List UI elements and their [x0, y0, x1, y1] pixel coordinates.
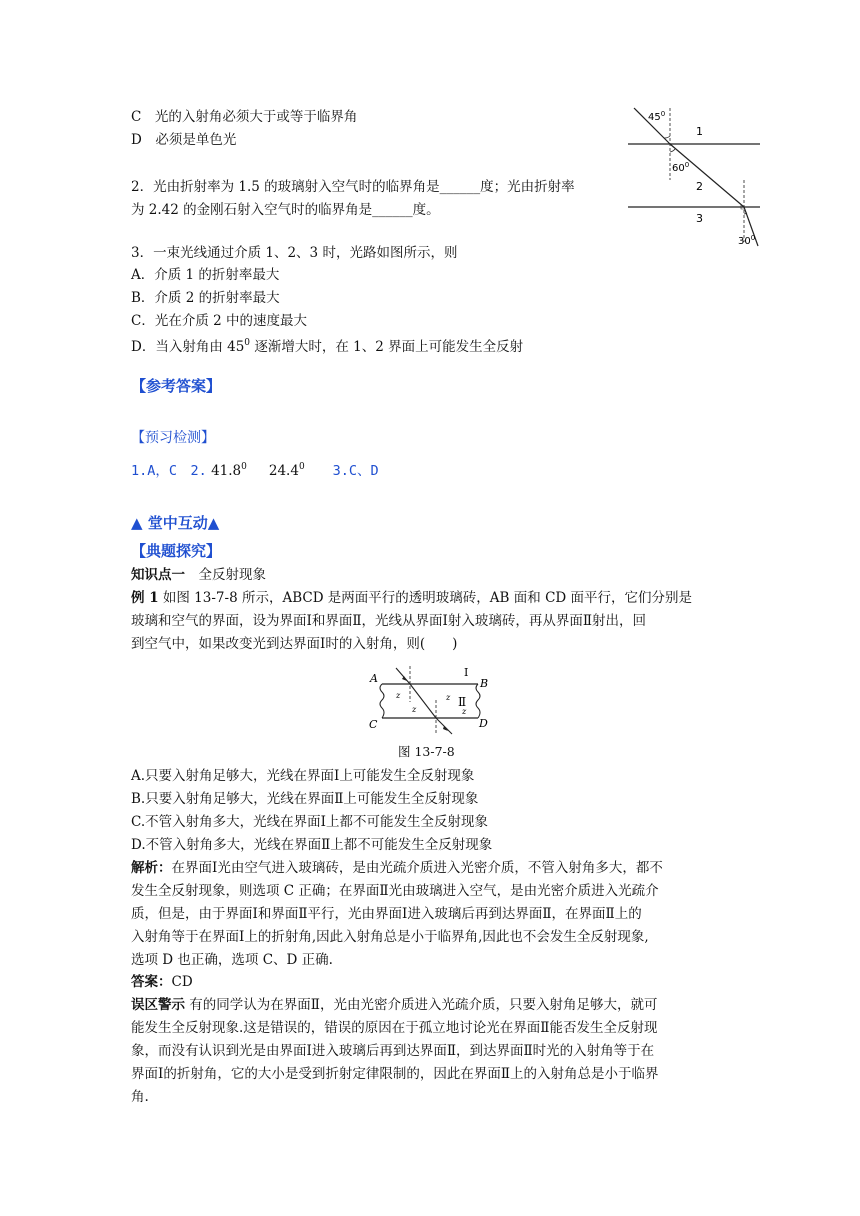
q1-option-c: C 光的入射角必须大于或等于临界角: [131, 109, 358, 125]
label-z-1: z: [396, 691, 401, 700]
example-1-line2: 玻璃和空气的界面，设为界面Ⅰ和界面Ⅱ，光线从界面Ⅰ射入玻璃砖，再从界面Ⅱ射出，回: [131, 613, 647, 629]
medium-1-label: 1: [696, 125, 703, 138]
example-1-line1: 例 1 如图 13-7-8 所示，ABCD 是两面平行的透明玻璃砖，AB 面和 CD 面平行，它们分别是: [131, 590, 693, 606]
knowledge-point-label: 知识点一: [131, 567, 185, 583]
warning-line5: 角.: [131, 1089, 149, 1105]
answers-subtitle: 【预习检测】: [131, 430, 215, 446]
warning-line3: 象，而没有认识到光是由界面Ⅰ进入玻璃后再到达界面Ⅱ，到达界面Ⅱ时光的入射角等于在: [131, 1043, 655, 1059]
example-option-b: B.只要入射角足够大，光线在界面Ⅱ上可能发生全反射现象: [131, 791, 479, 807]
label-b: B: [480, 677, 489, 690]
answer-2b: 24.4$^0$: [268, 462, 305, 479]
label-z-4: z: [462, 707, 467, 716]
analysis-line2: 发生全反射现象，则选项 C 正确；在界面Ⅱ光由玻璃进入空气，是由光密介质进入光疏介: [131, 883, 659, 899]
glass-block-figure: [366, 660, 494, 736]
answers-line: [131, 457, 379, 481]
answer-2a: 41.8$^0$: [211, 462, 247, 479]
warning-line2: 能发生全反射现象.这是错误的，错误的原因在于孤立地讨论光在界面Ⅱ能否发生全反射现: [131, 1020, 658, 1036]
q3-d-pre: D．当入射角由 45: [131, 339, 245, 355]
analysis-line3: 质，但是，由于界面Ⅰ和界面Ⅱ平行，光由界面Ⅰ进入玻璃后再到达界面Ⅱ，在界面Ⅱ上的: [131, 906, 642, 922]
analysis-line4: 入射角等于在界面Ⅰ上的折射角,因此入射角总是小于临界角,因此也不会发生全反射现象,: [131, 929, 649, 945]
label-c: C: [369, 718, 378, 731]
q2-line1: 2．光由折射率为 1.5 的玻璃射入空气时的临界角是______度；光由折射率: [131, 179, 575, 195]
example-option-c: C.不管入射角多大，光线在界面Ⅰ上都不可能发生全反射现象: [131, 814, 488, 830]
label-z-2: z: [412, 705, 417, 714]
warning-line4: 界面Ⅰ的折射角，它的大小是受到折射定律限制的，因此在界面Ⅱ上的入射角总是小于临界: [131, 1066, 659, 1082]
label-face-ii: Ⅱ: [458, 695, 467, 709]
q3-d-degree: 0: [244, 338, 251, 348]
knowledge-point-text: 全反射现象: [198, 567, 266, 583]
angle-arc-top: [664, 136, 670, 138]
angle-45-label: $45^0$: [648, 110, 666, 123]
medium-2-label: 2: [696, 180, 703, 193]
label-z-3: z: [446, 693, 451, 702]
answer-line: [131, 972, 193, 992]
q1-option-d: D 必须是单色光: [131, 132, 237, 148]
answers-title: 【参考答案】: [131, 377, 222, 395]
figure-caption: 图 13-7-8: [398, 744, 455, 759]
q3-option-a: A．介质 1 的折射率最大: [131, 267, 280, 283]
incident-ray: [396, 668, 410, 684]
example-option-a: A.只要入射角足够大，光线在界面Ⅰ上可能发生全反射现象: [131, 768, 475, 784]
refracted-ray-medium-2: [670, 144, 744, 207]
q3-stem: 3．一束光线通过介质 1、2、3 时，光路如图所示，则: [131, 245, 458, 261]
q2-line2: 为 2.42 的金刚石射入空气时的临界角是______度。: [131, 202, 440, 218]
angle-60-label: $60^0$: [672, 161, 690, 174]
section-title: ▲ 堂中互动▲: [131, 514, 220, 532]
section-subtitle: 【典题探究】: [131, 542, 222, 560]
q3-option-c: C．光在介质 2 中的速度最大: [131, 313, 308, 329]
knowledge-point: [131, 565, 266, 585]
answer-value: CD: [171, 974, 193, 990]
example-label: 例 1: [131, 590, 159, 606]
example-option-d: D.不管入射角多大，光线在界面Ⅱ上都不可能发生全反射现象: [131, 837, 493, 853]
answer-3: 3.C、D: [332, 463, 379, 479]
analysis-line1: 解析：在界面Ⅰ光由空气进入玻璃砖，是由光疏介质进入光密介质，不管入射角多大，都不: [131, 860, 663, 876]
analysis-label: 解析：: [131, 860, 172, 876]
warning-label: 误区警示: [131, 997, 185, 1013]
label-face-i: Ⅰ: [464, 666, 469, 679]
q3-d-post: 逐渐增大时，在 1、2 界面上可能发生全反射: [250, 339, 524, 355]
angle-arc-mid: [670, 149, 675, 152]
arrow-incident: [402, 676, 407, 681]
q3-option-b: B．介质 2 的折射率最大: [131, 290, 280, 306]
media-refraction-figure: [620, 100, 765, 252]
answer-1-2-prefix: 1.A，C 2.: [131, 463, 207, 479]
answer-label: 答案：: [131, 974, 172, 990]
label-a: A: [370, 672, 378, 685]
analysis-line5: 选项 D 也正确，选项 C、D 正确.: [131, 952, 333, 968]
left-break: [380, 684, 384, 718]
warning-line1: 误区警示 有的同学认为在界面Ⅱ，光由光密介质进入光疏介质，只要入射角足够大，就可: [131, 997, 658, 1013]
label-d: D: [479, 717, 488, 730]
medium-3-label: 3: [696, 212, 703, 225]
example-1-line3: 到空气中，如果改变光到达界面Ⅰ时的入射角，则( ): [131, 636, 458, 652]
angle-30-label: $30^0$: [738, 234, 756, 247]
q3-option-d: [131, 333, 523, 357]
